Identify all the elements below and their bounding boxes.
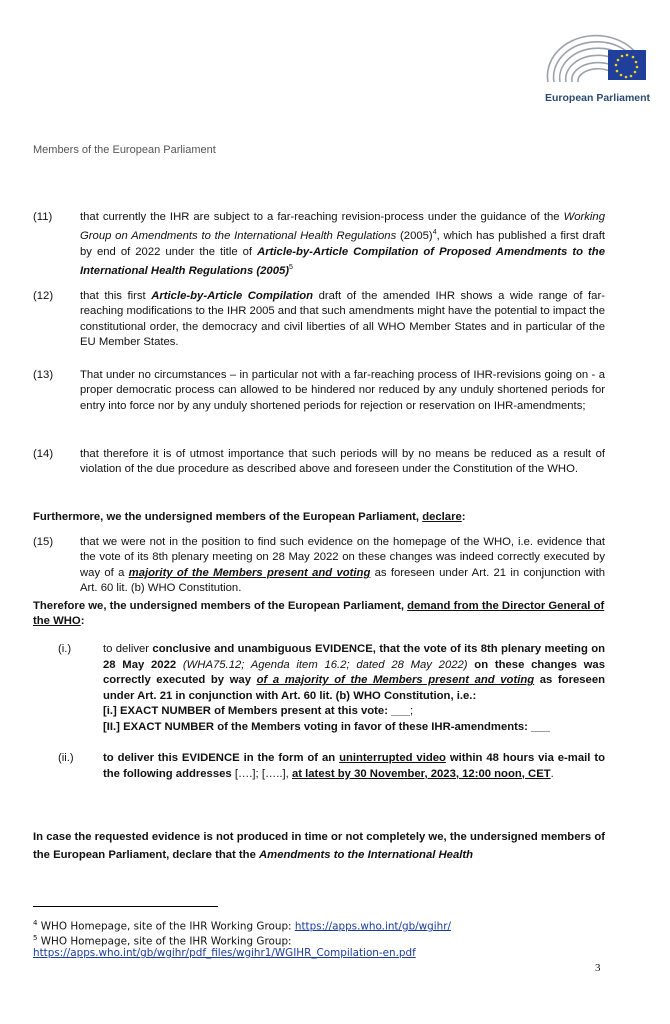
logo-label: European Parliament [545,92,651,104]
footnote-5-link[interactable]: https://apps.who.int/gb/wgihr/pdf_files/wgihr1/WGIHR_Compilation-en.pdf [33,947,416,959]
recital-text: that we were not in the position to find such evidence on the homepage of the WHO, i.e. evidence that the vote of its 8th plenary meeting on 28 May 2022 on these changes was indeed correctly executed by way of a majority of the Members present and voting as foreseen under Art. 21 in conjunction with Art. 60 lit. (b) WHO Constitution. [80,536,605,595]
demand-number: (i.) [58,643,72,655]
recital-text: that currently the IHR are subject to a far-reaching revision-process under the guidance of the Working Group on Amendments to the International Health Regulations $(2005)^4$, which has published a first draft by end of 2022 under the title of Article-by-Article Compilation of Proposed Amendments to the International Health Regulations $(2005)^5$ [80,211,605,277]
recital-12 [33,289,605,351]
footnote-4: $^4$ WHO Homepage, site of the IHR Working Group: https://apps.who.int/gb/wgihr/ [33,919,452,933]
recital-number: (12) [33,290,54,302]
document-author-line: Members of the European Parliament [33,144,216,156]
european-parliament-logo [540,30,650,90]
recital-text: that this first Article-by-Article Compilation draft of the amended IHR shows a wide range of far-reaching modifications to the IHR 2005 and that such amendments might have the potential to impact the constitutional order, the democracy and civil liberties of all WHO Member States and in particular of the EU Member States. [80,290,605,349]
demand-heading: Therefore we, the undersigned members of the European Parliament, demand from the Director General of the WHO: [33,600,605,628]
recital-number: (13) [33,369,54,381]
footnote-5-link-line [33,946,416,960]
recital-15 [33,535,605,597]
parliament-hemicycle-icon [540,30,650,90]
closing-paragraph: In case the requested evidence is not produced in time or not completely we, the undersigned members of the European Parliament, declare that the Amendments to the International Health [33,831,605,861]
demand-item-i [33,642,605,736]
footnote-5: $^5$ WHO Homepage, site of the IHR Working Group: [33,934,292,948]
recital-text: That under no circumstances – in particular not with a far-reaching process of IHR-revisions going on - a proper democratic process can allowed to be hindered nor reduced by any unduly shortened periods for entry into force nor by any unduly shortened periods for rejection or reservation on IHR-amendments; [80,369,605,412]
footnote-divider [33,906,218,907]
demand-number: (ii.) [58,752,74,764]
declare-heading: Furthermore, we the undersigned members of the European Parliament, declare: [33,511,466,523]
demand-text: to deliver this EVIDENCE in the form of an uninterrupted video within 48 hours via e-mail to the following addresses [….]; […..], at latest by 30 November, 2023, 12:00 noon, CET. [103,752,605,780]
recital-number: (15) [33,536,54,548]
footnote-4-link[interactable]: https://apps.who.int/gb/wgihr/ [294,920,452,933]
recital-number: (11) [33,211,53,223]
recital-13 [33,368,605,414]
recital-11 [33,210,605,279]
page-number: 3 [595,962,601,974]
demand-text: to deliver conclusive and unambiguous EVIDENCE, that the vote of its 8th plenary meeting on 28 May 2022 (WHA75.12; Agenda item 16.2; dated 28 May 2022) on these changes was correctly executed by way of a majority of the Members present and voting as foreseen under Art. 21 in conjunction with Art. 60 lit. (b) WHO Constitution, i.e.: [i.] EXACT NUMBER of Members present at this vote: ___; [II.] EXACT NUMBER of the Members voting in favor of these IHR-amendments: ___ [103,643,606,733]
recital-text: that therefore it is of utmost importance that such periods will by no means be reduced as a result of violation of the due procedure as described above and foreseen under the Constitution of the WHO. [80,448,605,476]
recital-number: (14) [33,448,54,460]
demand-item-ii [33,751,605,782]
recital-14 [33,447,605,478]
